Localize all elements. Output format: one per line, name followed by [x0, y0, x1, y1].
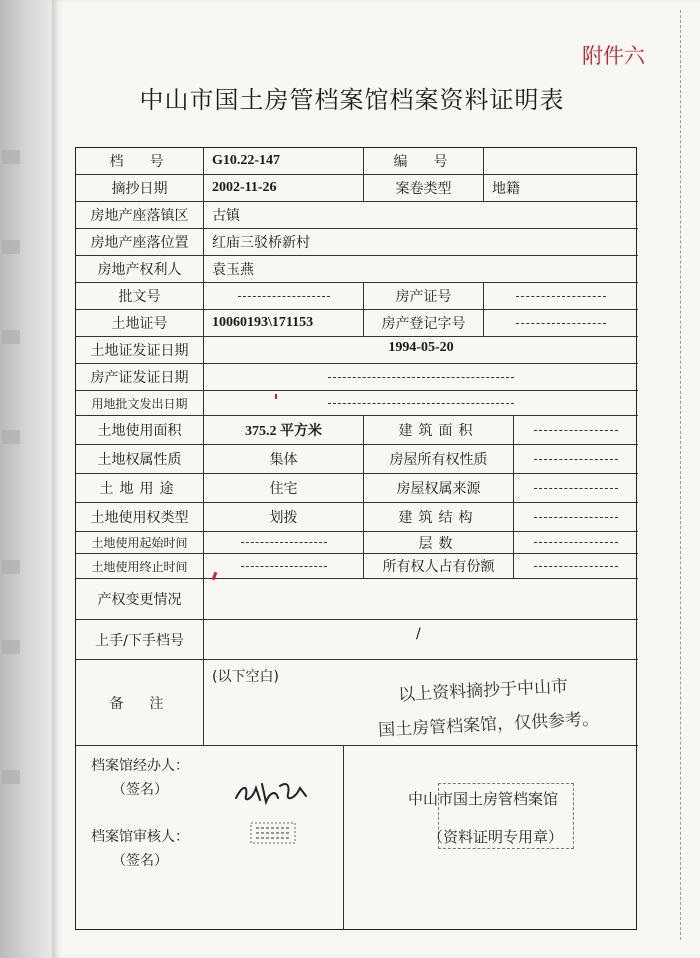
case-type-value: 地籍	[484, 175, 638, 202]
page-title: 中山市国土房管档案馆档案资料证明表	[139, 86, 565, 114]
handler-signature	[232, 774, 312, 808]
land-cert-date-value: 1994-05-20	[204, 337, 638, 364]
remarks-label: 备 注	[76, 660, 204, 746]
house-source-value	[514, 474, 638, 503]
share-label: 所有权人占有份额	[364, 554, 514, 579]
reviewer-sign-label: （签名）	[112, 853, 168, 869]
property-cert-date-label: 房产证发证日期	[76, 364, 204, 391]
land-nature-label: 土地权属性质	[76, 445, 204, 474]
property-cert-label: 房产证号	[364, 283, 484, 310]
handler-sign-label: （签名）	[112, 782, 168, 798]
approval-no-value	[204, 283, 364, 310]
case-type-label: 案卷类型	[364, 175, 484, 202]
location-label: 房地产座落位置	[76, 229, 204, 256]
serial-no-label: 编 号	[364, 148, 484, 175]
end-time-label: 土地使用终止时间	[76, 554, 204, 579]
property-cert-date-value	[204, 364, 638, 391]
house-nature-label: 房屋所有权性质	[364, 445, 514, 474]
building-area-value	[514, 416, 638, 445]
seal-organization: 中山市国土房管档案馆	[408, 790, 559, 808]
annex-label: 附件六	[582, 44, 645, 68]
prev-next-value: /	[204, 620, 638, 660]
floors-label: 层数	[364, 532, 514, 554]
district-value: 古镇	[204, 202, 638, 229]
house-nature-value	[514, 445, 638, 474]
change-label: 产权变更情况	[76, 579, 204, 620]
owner-value: 袁玉燕	[204, 256, 638, 283]
start-time-value	[204, 532, 364, 554]
land-use-label: 土地用途	[76, 474, 204, 503]
book-spine	[0, 0, 52, 958]
structure-label: 建筑结构	[364, 503, 514, 532]
floors-value	[514, 532, 638, 554]
serial-no-value	[484, 148, 638, 175]
land-cert-date-label: 土地证发证日期	[76, 337, 204, 364]
handwritten-note-line1: 以上资料摘抄于中山市	[397, 676, 569, 706]
owner-label: 房地产权利人	[76, 256, 204, 283]
house-source-label: 房屋权属来源	[364, 474, 514, 503]
land-use-value: 住宅	[204, 474, 364, 503]
property-cert-value	[484, 283, 638, 310]
land-cert-value: 10060193\171153	[204, 310, 364, 337]
end-time-value	[204, 554, 364, 579]
seal-purpose: （资料证明专用章）	[428, 828, 564, 846]
handwritten-note-line2: 国土房管档案馆，仅供参考。	[377, 709, 600, 741]
archive-no-value: G10.22-147	[204, 148, 364, 175]
red-ink-mark	[275, 394, 277, 399]
property-reg-label: 房产登记字号	[364, 310, 484, 337]
remarks-value: (以下空白)	[204, 660, 638, 746]
land-right-type-label: 土地使用权类型	[76, 503, 204, 532]
change-value	[204, 579, 638, 620]
structure-value	[514, 503, 638, 532]
land-area-label: 土地使用面积	[76, 416, 204, 445]
copy-date-label: 摘抄日期	[76, 175, 204, 202]
land-right-type-value: 划拨	[204, 503, 364, 532]
reviewer-block	[76, 808, 344, 929]
land-cert-label: 土地证号	[76, 310, 204, 337]
handler-label: 档案馆经办人：	[91, 758, 189, 774]
property-reg-value	[484, 310, 638, 337]
start-time-label: 土地使用起始时间	[76, 532, 204, 554]
building-area-label: 建筑面积	[364, 416, 514, 445]
land-approval-date-label: 用地批文发出日期	[76, 391, 204, 416]
prev-next-label: 上手/下手档号	[76, 620, 204, 660]
location-value: 红庙三驳桥新村	[204, 229, 638, 256]
district-label: 房地产座落镇区	[76, 202, 204, 229]
perforation-line	[680, 10, 681, 940]
land-approval-date-value	[204, 391, 638, 416]
copy-date-value: 2002-11-26	[204, 175, 364, 202]
archive-no-label: 档 号	[76, 148, 204, 175]
land-nature-value: 集体	[204, 445, 364, 474]
reviewer-label: 档案馆审核人：	[91, 829, 189, 845]
land-area-value: 375.2 平方米	[204, 416, 364, 445]
reviewer-stamp	[250, 822, 296, 844]
approval-no-label: 批文号	[76, 283, 204, 310]
share-value	[514, 554, 638, 579]
